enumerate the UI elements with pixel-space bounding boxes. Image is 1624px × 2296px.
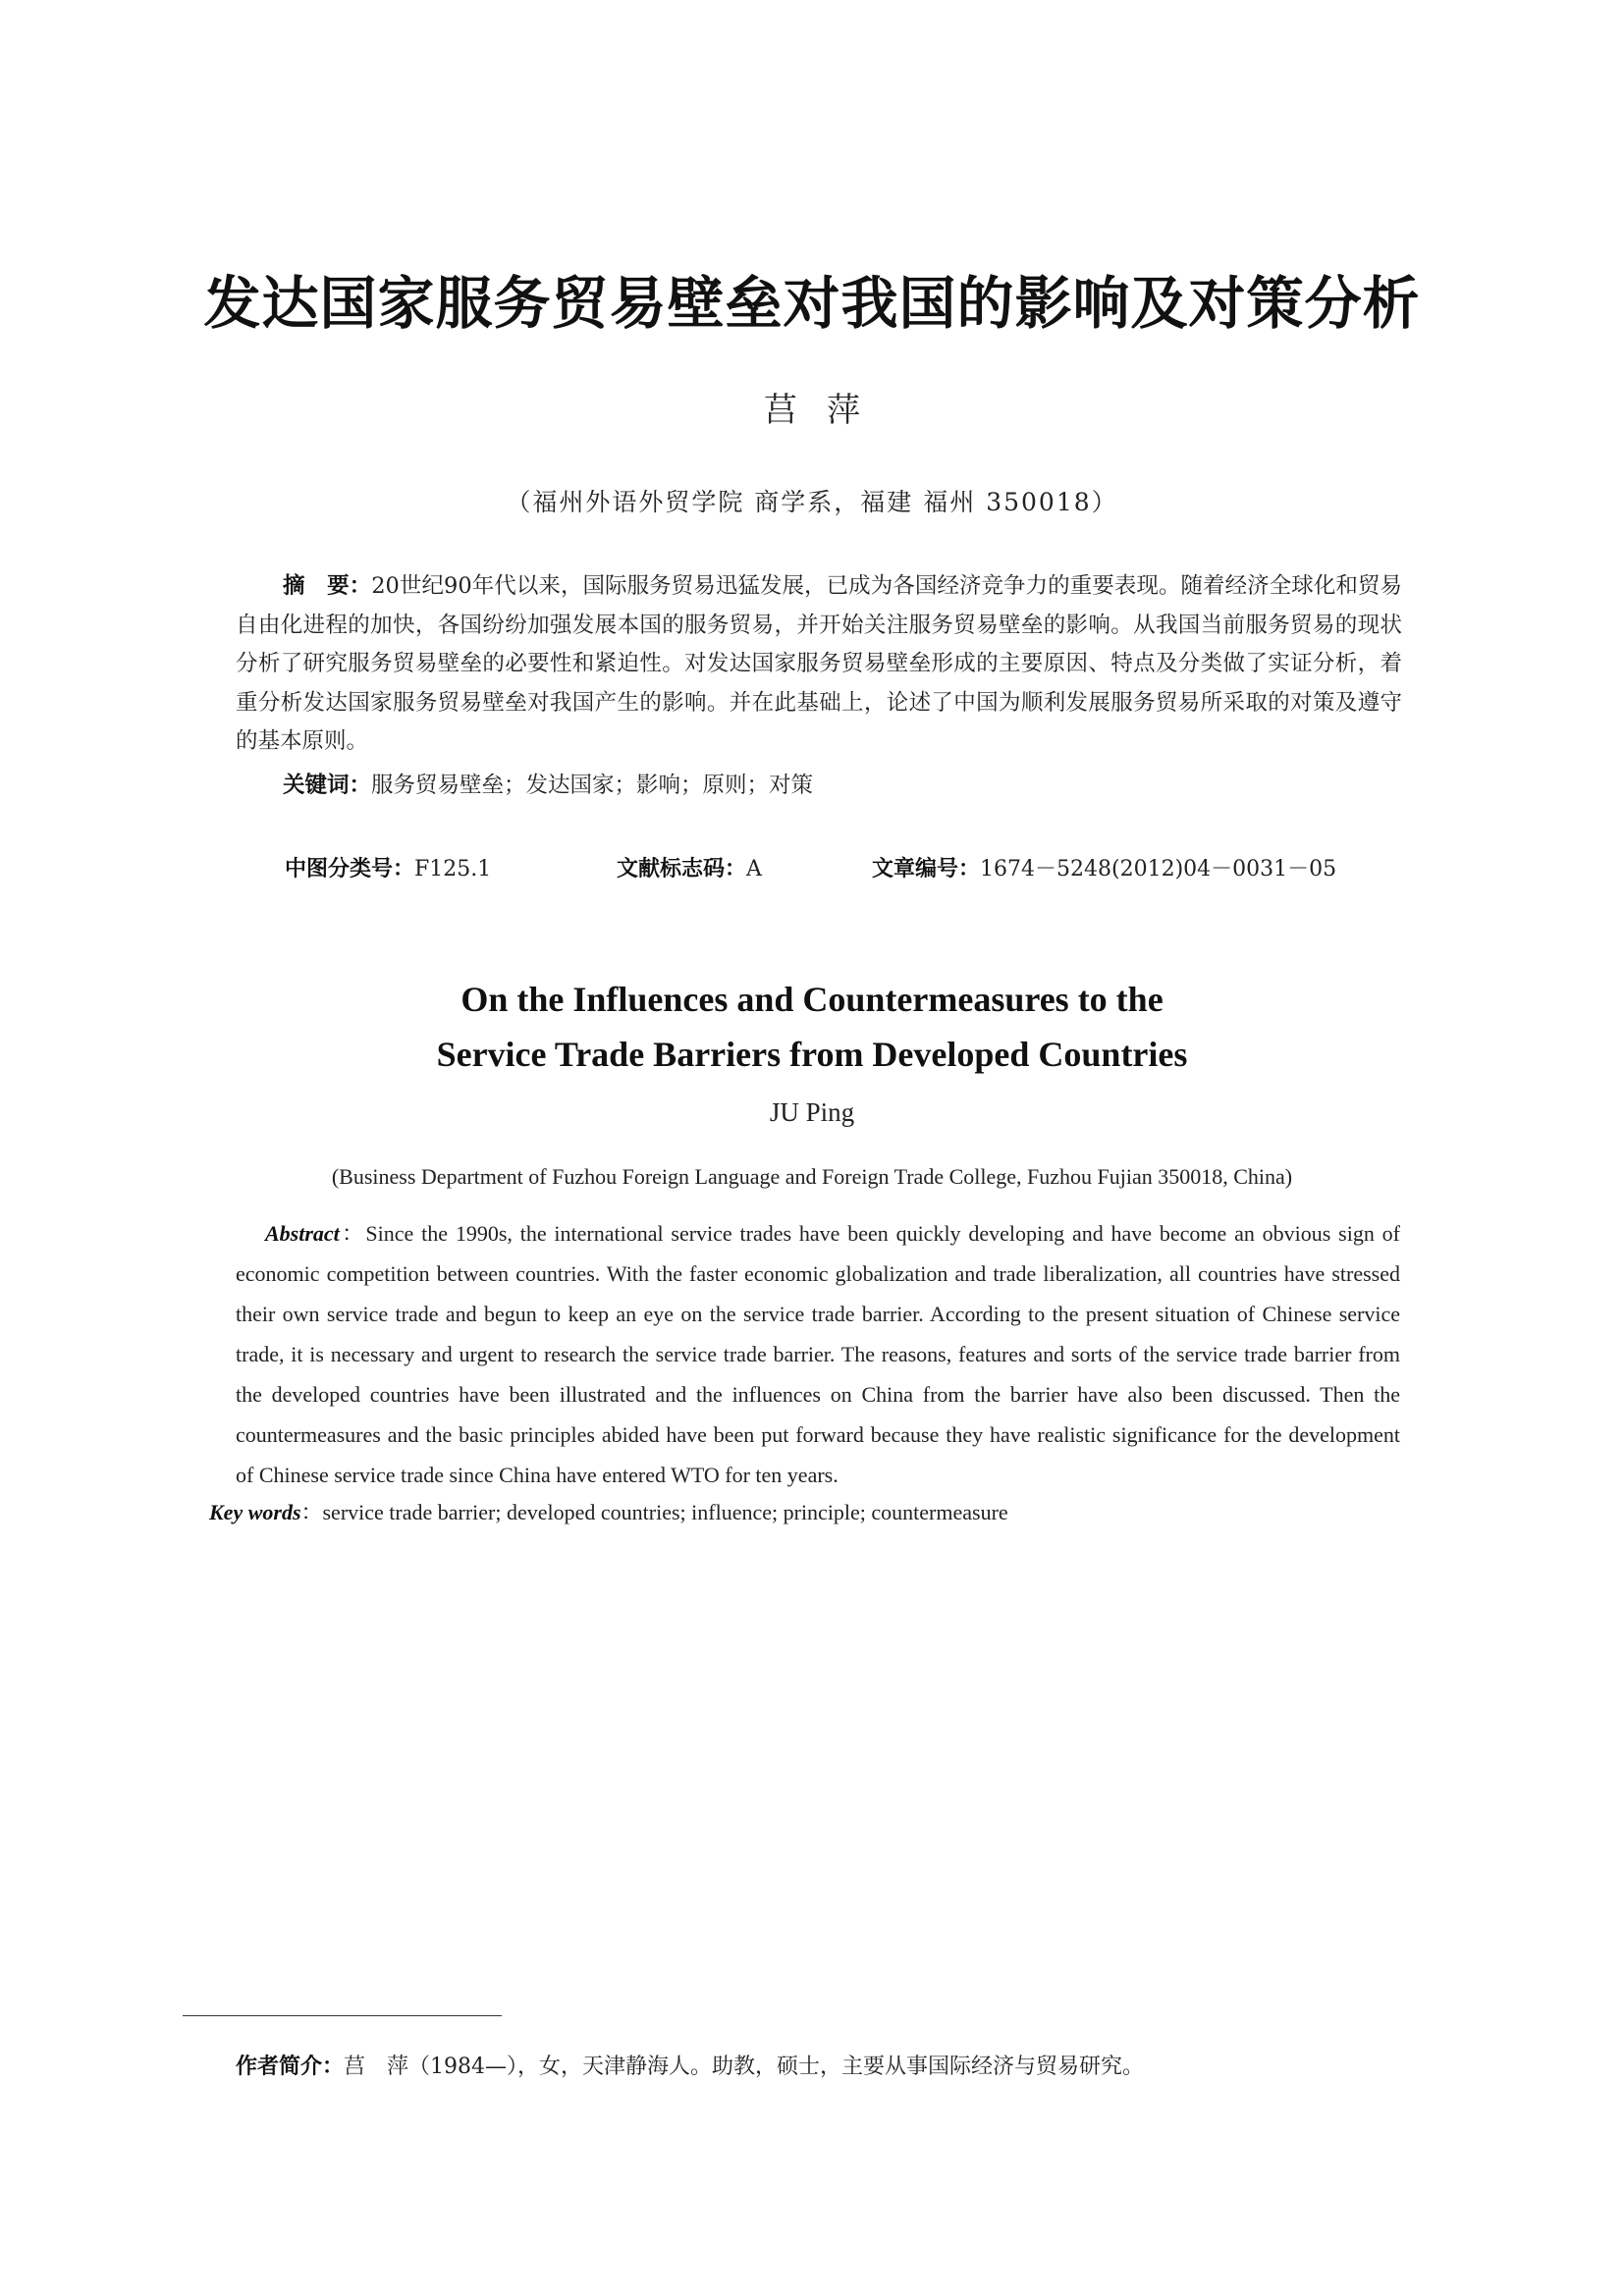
english-keywords-label: Key words (209, 1500, 301, 1524)
clc-number (285, 852, 491, 882)
english-keywords (209, 1496, 1401, 1526)
clc-label: 中图分类号： (285, 857, 415, 881)
document-code-value: A (746, 857, 762, 881)
article-number (872, 852, 1336, 882)
footnote-text: 莒 萍（1984—），女，天津静海人。助教，硕士，主要从事国际经济与贸易研究。 (344, 2055, 1145, 2079)
chinese-keywords-text: 服务贸易壁垒；发达国家；影响；原则；对策 (371, 773, 814, 798)
chinese-abstract (236, 567, 1402, 762)
footnote-label: 作者简介： (236, 2055, 345, 2079)
chinese-keywords-label: 关键词： (283, 773, 372, 798)
english-affiliation: (Business Department of Fuzhou Foreign Language and Foreign Trade College, Fuzhou Fujian 350018, China) (331, 1164, 1293, 1189)
english-title (0, 972, 1624, 1082)
english-title-line-1: On the Influences and Countermeasures to the (460, 980, 1164, 1019)
chinese-author: 莒萍 (764, 391, 890, 430)
footnote-divider (183, 2015, 502, 2016)
english-abstract-text: ：Since the 1990s, the international service trades have been quickly developing and have become an obvious sign of economic competition between countries. With the faster economic globalization and trade liberalization, all countries have stressed their own service trade and begun to keep an eye on the service trade barrier. According to the present situation of Chinese service trade, it is necessary and urgent to research the service trade barrier. The reasons, features and sorts of the service trade barrier from the developed countries have been illustrated and the influences on China from the barrier have also been discussed. Then the countermeasures and the basic principles abided have been put forward because they have realistic significance for the development of Chinese service trade since China have entered WTO for ten years. (236, 1221, 1400, 1487)
english-title-line-2: Service Trade Barriers from Developed Countries (436, 1035, 1188, 1074)
english-author: JU Ping (769, 1097, 855, 1127)
chinese-title: 发达国家服务贸易壁垒对我国的影响及对策分析 (203, 270, 1421, 337)
english-abstract (236, 1213, 1400, 1495)
english-keywords-text: ：service trade barrier; developed countries; influence; principle; countermeasure (300, 1500, 1008, 1524)
chinese-abstract-text: 20世纪90年代以来，国际服务贸易迅猛发展，已成为各国经济竞争力的重要表现。随着经济全球化和贸易自由化进程的加快，各国纷纷加强发展本国的服务贸易，并开始关注服务贸易壁垒的影响。从我国当前服务贸易的现状分析了研究服务贸易壁垒的必要性和紧迫性。对发达国家服务贸易壁垒形成的主要原因、特点及分类做了实证分析，着重分析发达国家服务贸易壁垒对我国产生的影响。并在此基础上，论述了中国为顺利发展服务贸易所采取的对策及遵守的基本原则。 (236, 573, 1402, 754)
chinese-affiliation: （福州外语外贸学院 商学系，福建 福州 350018） (506, 488, 1118, 516)
clc-value: F125.1 (414, 857, 492, 881)
english-abstract-label: Abstract (265, 1221, 340, 1246)
author-footnote (236, 2050, 1414, 2080)
article-number-label: 文章编号： (872, 857, 981, 881)
article-number-value: 1674－5248(2012)04－0031－05 (980, 857, 1337, 881)
document-code-label: 文献标志码： (617, 857, 747, 881)
document-code (617, 852, 762, 882)
chinese-keywords (283, 768, 1402, 799)
chinese-abstract-label: 摘 要： (283, 573, 372, 599)
